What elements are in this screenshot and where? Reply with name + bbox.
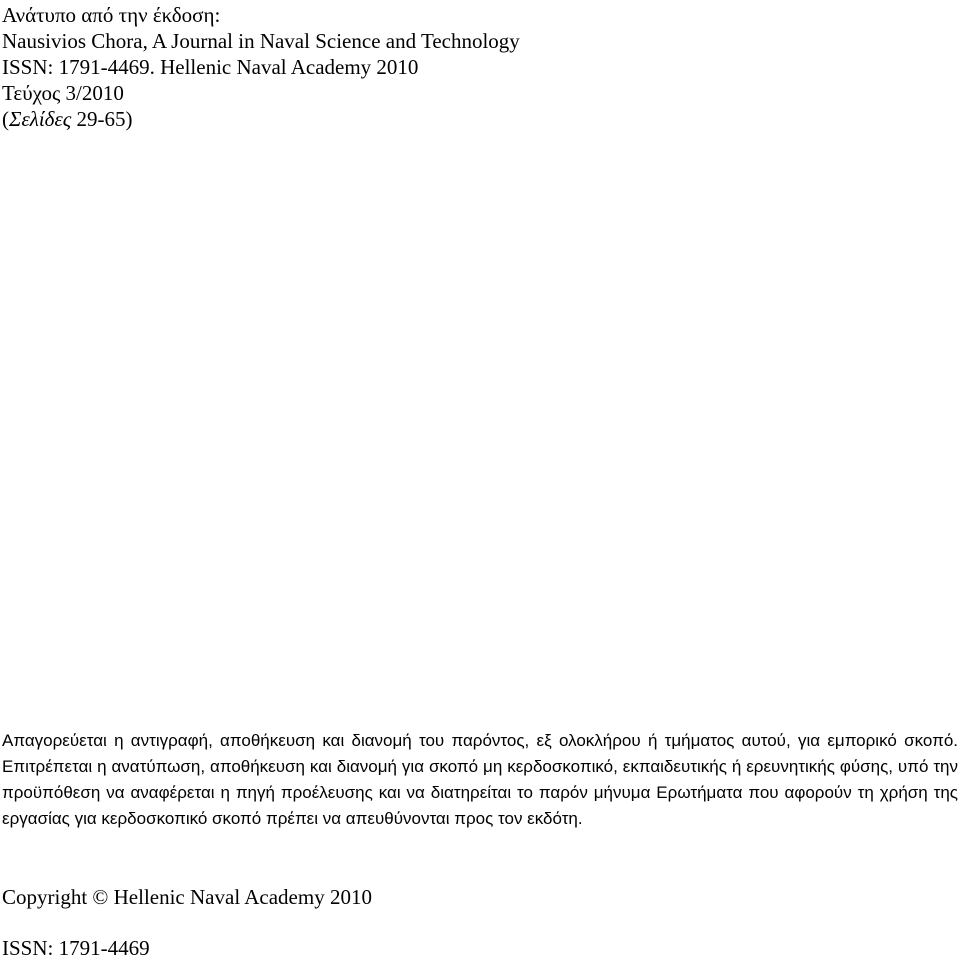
issn-footer: ISSN: 1791-4469 bbox=[2, 936, 150, 960]
issue-number: Τεύχος 3/2010 bbox=[2, 81, 124, 105]
copyright-notice-paragraph: Απαγορεύεται η αντιγραφή, αποθήκευση και διανομή του παρόντος, εξ ολοκλήρου ή τμήματος αυτού, για εμπορικό σκοπό. Επιτρέπεται η ανατύπωση, αποθήκευση και διανομή για σκοπό μη κερδοσκοπικό, εκπαιδευτικής ή ερευνητικής φύσης, υπό την προϋπόθεση να αναφέρεται η πηγή προέλευσης και να διατηρείται το παρόν μήνυμα Ερωτήματα που αφορούν τη χρήση της εργασίας για κερδοσκοπικό σκοπό πρέπει να απευθύνονται προς τον εκδότη. bbox=[2, 731, 958, 828]
issn-publisher: ISSN: 1791-4469. Hellenic Naval Academy 2010 bbox=[2, 55, 419, 79]
page-range-open: ( bbox=[2, 107, 9, 131]
page-range bbox=[2, 106, 520, 132]
page-range-numbers: 29-65) bbox=[71, 107, 133, 131]
reprint-label: Ανάτυπο από την έκδοση: bbox=[2, 3, 221, 27]
copyright-line: Copyright © Hellenic Naval Academy 2010 bbox=[2, 885, 372, 909]
page-range-label: Σελίδες bbox=[9, 107, 72, 131]
journal-name: Nausivios Chora, A Journal in Naval Science and Technology bbox=[2, 29, 520, 53]
publication-header bbox=[2, 2, 520, 132]
